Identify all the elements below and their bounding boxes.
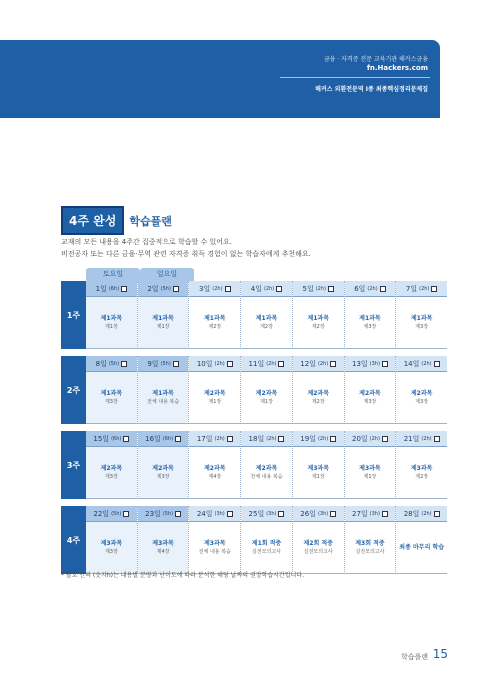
day-header: [189, 506, 240, 522]
day-subject: 제3과목: [410, 464, 433, 472]
day-cell: [189, 506, 241, 574]
day-date: 13일: [351, 359, 368, 368]
day-body: [345, 447, 396, 499]
day-cell: [396, 281, 447, 349]
day-subject: 제1과목: [255, 314, 278, 322]
day-header: [189, 281, 240, 297]
day-chapter: 제2장: [208, 323, 222, 330]
day-hours: (2h): [421, 360, 432, 367]
week-row: [61, 281, 447, 349]
day-hours: (5h): [162, 510, 174, 517]
day-chapter: 제2장: [311, 323, 325, 330]
day-body: [345, 372, 396, 424]
day-hours: (2h): [421, 510, 432, 517]
day-chapter: 실전모의고사: [252, 548, 281, 555]
day-date: 10일: [196, 359, 213, 368]
day-body: [293, 372, 344, 424]
day-body: [345, 297, 396, 349]
day-cell: [396, 506, 447, 574]
day-cell: [293, 431, 345, 499]
day-checkbox[interactable]: [434, 436, 440, 442]
day-header: [86, 356, 137, 372]
day-subject: 제3과목: [204, 539, 226, 547]
day-hours: (3h): [317, 510, 329, 517]
day-cell: [345, 506, 397, 574]
header-divider: [280, 77, 430, 78]
week-label: 4주: [61, 506, 86, 574]
day-checkbox[interactable]: [173, 286, 179, 292]
day-cell: [138, 506, 190, 574]
day-checkbox[interactable]: [278, 361, 284, 367]
day-cell: [138, 431, 190, 499]
day-hours: (3h): [369, 510, 380, 517]
day-checkbox[interactable]: [227, 436, 233, 442]
day-chapter: 실전모의고사: [303, 548, 333, 555]
day-header: [86, 431, 137, 447]
day-hours: (2h): [317, 435, 329, 442]
day-hours: (6h): [162, 435, 174, 442]
day-header: [241, 506, 292, 522]
day-chapter: 제2장: [260, 323, 273, 330]
day-checkbox[interactable]: [225, 286, 231, 292]
day-chapter: 전체 내용 복습: [198, 548, 231, 555]
day-cell: [293, 506, 345, 574]
day-subject: 최종 마무리 학습: [399, 544, 445, 551]
day-body: [138, 522, 189, 574]
day-date: 7일: [405, 284, 418, 293]
day-subject: 제3회 적중: [355, 539, 385, 547]
day-chapter: 제1장: [260, 398, 273, 405]
day-chapter: 제3장: [104, 398, 118, 405]
day-cell: [345, 356, 397, 424]
day-cell: [293, 281, 345, 349]
day-header: [138, 431, 189, 447]
day-body: [138, 447, 189, 499]
intro-text: [61, 236, 311, 260]
day-chapter: 제3장: [363, 323, 377, 330]
day-body: [189, 447, 240, 499]
day-body: [189, 297, 240, 349]
day-body: [396, 297, 447, 349]
day-date: 28일: [403, 509, 420, 518]
day-cell: [86, 281, 138, 349]
day-header: [345, 281, 396, 297]
day-subject: 제1과목: [359, 314, 381, 322]
section-badge: 4주 완성: [61, 206, 124, 235]
day-chapter: 제3장: [104, 473, 118, 480]
day-body: [293, 447, 344, 499]
day-chapter: 제1장: [156, 323, 170, 330]
day-subject: 제2과목: [359, 389, 381, 397]
day-date: 21일: [403, 434, 420, 443]
day-subject: 제2과목: [204, 389, 226, 397]
day-chapter: 제1장: [363, 473, 377, 480]
day-subject: 제2과목: [255, 389, 278, 397]
day-date: 17일: [196, 434, 213, 443]
day-chapter: 제3장: [363, 398, 377, 405]
day-header: [138, 356, 189, 372]
day-subject: 제1회 적중: [251, 539, 282, 547]
day-date: 27일: [351, 509, 368, 518]
day-header: [86, 281, 137, 297]
day-chapter: 제2장: [311, 398, 325, 405]
day-subject: 제1과목: [410, 314, 433, 322]
day-checkbox[interactable]: [382, 361, 388, 367]
tab-saturday: 토요일: [86, 268, 140, 281]
day-cell: [138, 356, 190, 424]
day-checkbox[interactable]: [431, 286, 437, 292]
day-cell: [138, 281, 190, 349]
day-subject: 제2과목: [152, 464, 174, 472]
day-hours: (2h): [214, 360, 225, 367]
day-hours: (5h): [111, 510, 122, 517]
day-hours: (6h): [111, 435, 122, 442]
day-header: [396, 431, 447, 447]
day-cell: [86, 506, 138, 574]
day-body: [241, 297, 292, 349]
day-date: 9일: [147, 359, 159, 368]
day-cell: [86, 356, 138, 424]
day-checkbox[interactable]: [330, 511, 336, 517]
day-date: 11일: [248, 359, 265, 368]
day-cell: [345, 281, 397, 349]
day-checkbox[interactable]: [276, 286, 282, 292]
day-header: [293, 356, 344, 372]
day-chapter: 제4장: [208, 473, 222, 480]
day-body: [189, 522, 240, 574]
day-subject: 제1과목: [307, 314, 330, 322]
day-body: [138, 372, 189, 424]
day-hours: (3h): [214, 510, 225, 517]
day-date: 25일: [248, 509, 265, 518]
day-body: [86, 297, 137, 349]
week-label: 2주: [61, 356, 86, 424]
footer-label: 학습플랜: [400, 653, 428, 661]
week-row: [61, 506, 447, 574]
header-banner: [0, 40, 440, 118]
day-cell: [396, 431, 447, 499]
day-subject: 제2과목: [100, 464, 123, 472]
day-date: 26일: [300, 509, 316, 518]
day-header: [293, 431, 344, 447]
day-header: [189, 356, 240, 372]
day-body: [241, 372, 292, 424]
day-chapter: 제3장: [415, 398, 429, 405]
day-chapter: 제1장: [311, 473, 325, 480]
day-chapter: 제4장: [156, 548, 170, 555]
day-date: 15일: [93, 434, 110, 443]
week-row: [61, 431, 447, 499]
day-date: 19일: [300, 434, 316, 443]
day-body: [241, 522, 292, 574]
day-cell: [241, 431, 293, 499]
day-checkbox[interactable]: [434, 511, 440, 517]
day-header: [345, 431, 396, 447]
day-body: [138, 297, 189, 349]
day-body: [396, 522, 447, 574]
day-hours: (2h): [421, 435, 432, 442]
day-header: [138, 506, 189, 522]
day-body: [86, 372, 137, 424]
day-cell: [345, 431, 397, 499]
day-checkbox[interactable]: [382, 511, 388, 517]
day-body: [396, 372, 447, 424]
day-checkbox[interactable]: [175, 511, 181, 517]
day-hours: (2h): [214, 435, 225, 442]
day-hours: (2h): [266, 435, 277, 442]
day-header: [86, 506, 137, 522]
day-subject: 제3과목: [307, 464, 330, 472]
day-chapter: 제3장: [156, 473, 170, 480]
day-chapter: 실전모의고사: [355, 548, 385, 555]
day-checkbox[interactable]: [330, 361, 336, 367]
day-checkbox[interactable]: [175, 436, 181, 442]
day-header: [293, 281, 344, 297]
header-tagline: 금융 · 자격증 전문 교육기관 해커스금융: [323, 56, 428, 63]
day-checkbox[interactable]: [330, 436, 336, 442]
day-body: [293, 522, 344, 574]
day-checkbox[interactable]: [121, 361, 127, 367]
day-date: 8일: [95, 359, 107, 368]
day-subject: 제1과목: [204, 314, 226, 322]
day-cell: [241, 356, 293, 424]
day-date: 6일: [354, 284, 366, 293]
day-body: [345, 522, 396, 574]
day-subject: 제3과목: [359, 464, 381, 472]
tab-sunday: 일요일: [140, 268, 194, 281]
day-header: [345, 506, 396, 522]
intro-line-2: 비전공자 또는 다른 금융·무역 관련 자격증 취득 경험이 없는 학습자에게 추천해요.: [61, 250, 311, 258]
day-checkbox[interactable]: [434, 361, 440, 367]
day-hours: (5h): [160, 360, 171, 367]
section-title: [61, 206, 172, 235]
day-subject: 제3과목: [100, 539, 123, 547]
day-cell: [241, 506, 293, 574]
day-header: [293, 506, 344, 522]
header-book-title: 해커스 외환전문역 Ⅰ종 최종핵심정리문제집: [315, 86, 428, 93]
intro-line-1: 교재의 모든 내용을 4주간 집중적으로 학습할 수 있어요.: [61, 238, 233, 246]
day-date: 2일: [147, 284, 159, 293]
day-checkbox[interactable]: [227, 361, 233, 367]
day-checkbox[interactable]: [173, 361, 179, 367]
study-schedule: [61, 281, 447, 581]
day-checkbox[interactable]: [123, 436, 129, 442]
day-hours: (2h): [263, 285, 275, 292]
week-label: 1주: [61, 281, 86, 349]
day-hours: (3h): [369, 360, 380, 367]
day-body: [86, 447, 137, 499]
day-cell: [293, 356, 345, 424]
day-body: [293, 297, 344, 349]
day-body: [396, 447, 447, 499]
day-date: 23일: [145, 509, 161, 518]
day-hours: (2h): [369, 435, 380, 442]
day-checkbox[interactable]: [123, 511, 129, 517]
day-chapter: 제1장: [104, 323, 118, 330]
day-date: 18일: [248, 434, 265, 443]
page-number: 15: [432, 647, 448, 661]
day-chapter: 전체 내용 복습: [250, 473, 283, 480]
day-subject: 제3과목: [152, 539, 174, 547]
day-hours: (2h): [266, 360, 277, 367]
day-header: [345, 356, 396, 372]
day-body: [189, 372, 240, 424]
day-cell: [396, 356, 447, 424]
day-chapter: 전체 내용 복습: [146, 398, 180, 405]
day-checkbox[interactable]: [278, 511, 284, 517]
day-header: [396, 356, 447, 372]
day-subject: 제1과목: [152, 314, 174, 322]
day-date: 3일: [199, 284, 211, 293]
day-header: [241, 281, 292, 297]
day-checkbox[interactable]: [121, 286, 127, 292]
day-hours: (2h): [315, 285, 326, 292]
day-body: [86, 522, 137, 574]
day-checkbox[interactable]: [278, 436, 284, 442]
day-cell: [189, 281, 241, 349]
day-date: 5일: [302, 284, 314, 293]
day-hours: (6h): [108, 285, 120, 292]
day-subject: 제2과목: [410, 389, 433, 397]
day-chapter: 제2장: [415, 473, 429, 480]
footnote: * 괄호 안의 (숫자h)는 내용별 분량과 난이도에 따라 분석한 해당 날짜의 권장학습시간입니다.: [61, 572, 305, 579]
day-subject: 제1과목: [152, 389, 174, 397]
day-date: 14일: [403, 359, 420, 368]
day-body: [241, 447, 292, 499]
day-header: [396, 281, 447, 297]
day-subject: 제2과목: [307, 389, 330, 397]
day-date: 16일: [145, 434, 161, 443]
day-hours: (2h): [317, 360, 329, 367]
day-cell: [86, 431, 138, 499]
day-subject: 제2회 적중: [303, 539, 333, 547]
day-checkbox[interactable]: [227, 511, 233, 517]
day-checkbox[interactable]: [328, 286, 334, 292]
day-date: 4일: [250, 284, 262, 293]
day-date: 24일: [196, 509, 213, 518]
day-checkbox[interactable]: [382, 436, 388, 442]
day-hours: (5h): [160, 285, 171, 292]
day-date: 20일: [351, 434, 368, 443]
header-url[interactable]: fn.Hackers.com: [366, 64, 428, 72]
day-hours: (2h): [212, 285, 223, 292]
week-row: [61, 356, 447, 424]
day-date: 1일: [95, 284, 107, 293]
day-subject: 제1과목: [100, 314, 123, 322]
day-checkbox[interactable]: [380, 286, 386, 292]
day-chapter: 제3장: [104, 548, 118, 555]
day-subject: 제1과목: [100, 389, 123, 397]
day-subject: 제2과목: [255, 464, 278, 472]
day-chapter: 제1장: [208, 398, 222, 405]
day-date: 12일: [300, 359, 316, 368]
day-date: 22일: [93, 509, 110, 518]
day-cell: [241, 281, 293, 349]
day-hours: (5h): [108, 360, 120, 367]
day-subject: 제2과목: [204, 464, 226, 472]
day-cell: [189, 431, 241, 499]
day-header: [241, 356, 292, 372]
day-hours: (2h): [367, 285, 378, 292]
day-header: [138, 281, 189, 297]
day-header: [241, 431, 292, 447]
week-label: 3주: [61, 431, 86, 499]
day-hours: (3h): [266, 510, 277, 517]
weekend-tabs: [86, 268, 194, 281]
day-header: [396, 506, 447, 522]
day-hours: (2h): [419, 285, 430, 292]
day-cell: [189, 356, 241, 424]
day-header: [189, 431, 240, 447]
section-heading: 학습플랜: [129, 214, 172, 228]
day-chapter: 제3장: [415, 323, 429, 330]
